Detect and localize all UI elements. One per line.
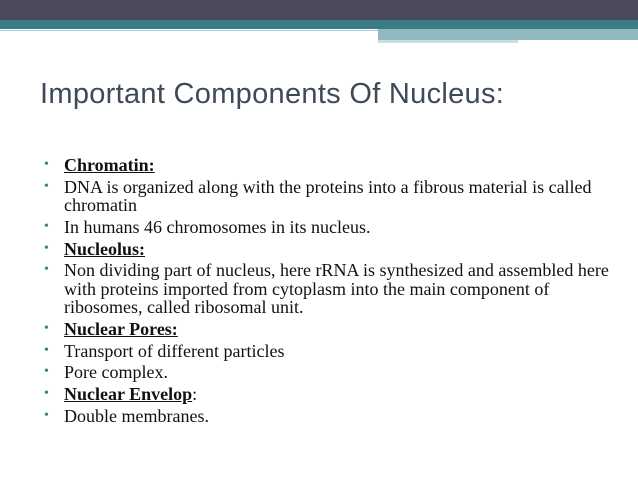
slide-title: Important Components Of Nucleus: — [40, 78, 505, 110]
bullet-item — [44, 156, 614, 175]
bullet-text: Double membranes. — [64, 405, 209, 426]
bullet-text: Non dividing part of nucleus, here rRNA is synthesized and assembled here with proteins imported from cytoplasm into the main component of ribosomes, called ribosomal unit. — [64, 260, 609, 318]
bullet-dot-icon: • — [44, 364, 49, 380]
bullet-text: Transport of different particles — [64, 340, 285, 361]
bullet-text: In humans 46 chromosomes in its nucleus. — [64, 216, 371, 237]
bullet-text: Nuclear Pores: — [64, 318, 178, 339]
header-teal-band — [0, 20, 638, 29]
header-accent-strip — [378, 40, 518, 43]
bullet-text: Chromatin: — [64, 155, 155, 175]
bullet-text: DNA is organized along with the proteins into a fibrous material is called chromatin — [64, 176, 592, 216]
bullet-dot-icon: • — [44, 218, 49, 234]
bullet-item — [44, 261, 614, 317]
bullet-item — [44, 178, 614, 215]
bullet-suffix: : — [192, 384, 198, 404]
bullet-text: Nucleolus: — [64, 238, 145, 259]
bullet-item — [44, 342, 614, 361]
bullet-item — [44, 385, 614, 404]
bullet-dot-icon: • — [44, 178, 49, 194]
bullet-item — [44, 407, 614, 426]
bullet-dot-icon: • — [44, 320, 49, 336]
bullet-dot-icon: • — [44, 342, 49, 358]
header-bar — [0, 0, 638, 20]
header-accent-block — [378, 29, 638, 40]
bullet-item — [44, 363, 614, 382]
bullet-item — [44, 320, 614, 339]
bullet-dot-icon: • — [44, 157, 49, 172]
bullet-dot-icon: • — [44, 407, 49, 423]
bullet-text: Pore complex. — [64, 362, 168, 383]
bullet-text: Nuclear Envelop — [64, 384, 193, 404]
bullet-list — [44, 156, 614, 428]
bullet-dot-icon: • — [44, 386, 49, 401]
bullet-item — [44, 240, 614, 259]
bullet-dot-icon: • — [44, 262, 49, 278]
bullet-item — [44, 218, 614, 237]
bullet-dot-icon: • — [44, 240, 49, 256]
